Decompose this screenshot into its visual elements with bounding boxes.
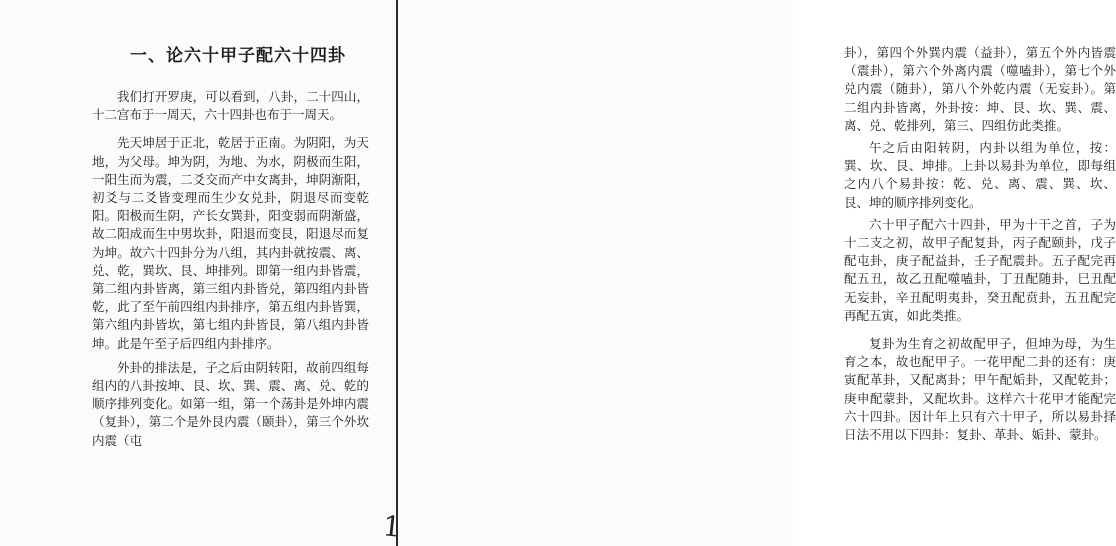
right-paragraph-2: 午之后由阳转阴，内卦以组为单位，按：巽、坎、艮、坤排。上卦以易卦为单位，即每组之内八个易卦按：乾、兑、离、震、巽、坎、艮、坤的顺序排列变化。	[844, 140, 1116, 210]
right-page-body	[844, 44, 1116, 444]
right-paragraph-3: 六十甲子配六十四卦，甲为十干之首，子为十二支之初，故甲子配复卦，丙子配颐卦，戊子配屯卦，庚子配益卦，壬子配震卦。五子配完再配五丑，故乙丑配噬嗑卦，丁丑配随卦，巳丑配无妄卦，辛丑配明夷卦，癸丑配贲卦，五丑配完再配五寅，如此类推。	[844, 216, 1116, 323]
right-page	[397, 0, 1116, 546]
left-paragraph-2: 先天坤居于正北，乾居于正南。为阴阳，为天地，为父母。坤为阴，为地、为水，阴极而生阳，一阳生而为震，二爻交而产中女离卦，坤阴渐阳，初爻与二爻皆变理而生少女兑卦，阴退尽而变乾阳。阳极而生阴，产长女巽卦，阳变弱而阴渐盛，故二阳成而生中男坎卦，阳退而变艮，阳退尽而复为坤。故六十四卦分为八组，其内卦就按震、离、兑、乾，巽坎、艮、坤排列。即第一组内卦皆震，第二组内卦皆离，第三组内卦皆兑，第四组内卦皆乾，此了至午前四组内卦排序，第五组内卦皆巽，第六组内卦皆坎，第七组内卦皆艮，第八组内卦皆坤。此是午至子后四组内卦排序。	[92, 135, 369, 351]
right-paragraph-4: 复卦为生育之初故配甲子，但坤为母，为生育之本，故也配甲子。一花甲配二卦的还有：庚寅配革卦，又配离卦；甲午配姤卦，又配乾卦；庚申配蒙卦，又配坎卦。这样六十花甲才能配完六十四卦。因计年上只有六十甲子，所以易卦择日法不用以下四卦：复卦、革卦、姤卦、蒙卦。	[844, 336, 1116, 443]
page-number-mark: 1	[381, 509, 403, 544]
right-paragraph-1: 卦），第四个外巽内震（益卦），第五个外内皆震（震卦），第六个外离内震（噬嗑卦），第七个外兑内震（随卦），第八个外乾内震（无妄卦）。第二组内卦皆离，外卦按：坤、艮、坎、巽、震、离、兑、乾排列，第三、四组仿此类推。	[844, 45, 1116, 133]
left-paragraph-1: 我们打开罗庚，可以看到，八卦，二十四山，十二宫布于一周天，六十四卦也布于一周天。	[92, 89, 369, 123]
left-paragraph-3: 外卦的排法是，子之后由阴转阳，故前四组每组内的八卦按坤、艮、坎、巽、震、离、兑、乾的顺序排列变化。如第一组，第一个荡卦是外坤内震（复卦），第二个是外艮内震（颐卦），第三个外坎内震（屯	[92, 359, 369, 448]
left-page	[0, 0, 396, 546]
chapter-title: 一、论六十甲子配六十四卦	[130, 46, 346, 66]
left-page-body	[92, 88, 369, 450]
